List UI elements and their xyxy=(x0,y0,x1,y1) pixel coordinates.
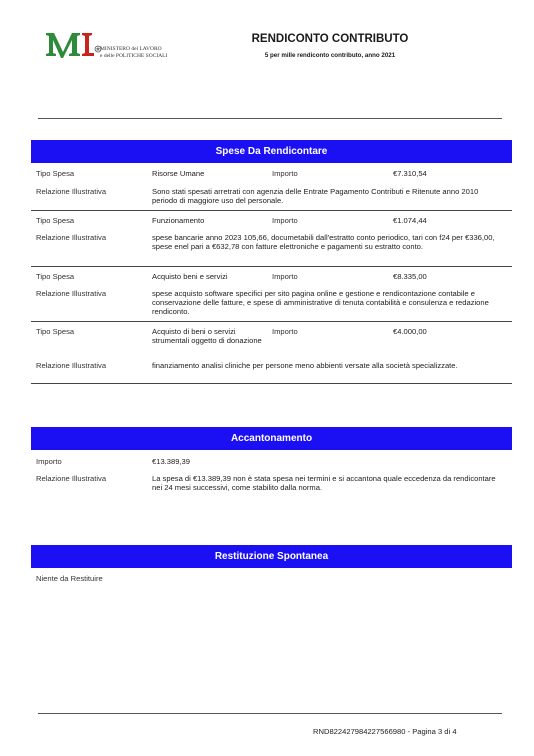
tipo-label: Tipo Spesa xyxy=(36,272,75,281)
spese-row-tipo xyxy=(31,216,512,225)
spese-row-tipo xyxy=(31,169,512,178)
row-divider xyxy=(31,210,512,211)
relazione-label: Relazione Illustrativa xyxy=(36,289,107,298)
footer-divider xyxy=(38,713,502,714)
restituzione-text: Niente da Restituire xyxy=(36,574,103,583)
logo-l-letter xyxy=(82,33,94,56)
tipo-value: Risorse Umane xyxy=(152,169,205,178)
spese-row-relazione xyxy=(31,187,512,210)
tipo-value: Funzionamento xyxy=(152,216,205,225)
row-divider xyxy=(31,266,512,267)
relazione-text: spese bancarie anno 2023 105,66, documetabili dall'estratto conto periodico, tari con f24 per €336,00, spese enel pari a €632,78 con fatture elettroniche e pagamenti su estratto conto. xyxy=(152,233,495,251)
tipo-label: Tipo Spesa xyxy=(36,327,75,336)
importo-label: Importo xyxy=(272,327,298,336)
importo-label: Importo xyxy=(272,272,298,281)
document-subtitle: 5 per mille rendiconto contributo, anno 2021 xyxy=(264,52,396,59)
accantonamento-row-relazione xyxy=(31,474,512,492)
spese-row-tipo xyxy=(31,272,512,281)
logo-caption-line2: e delle POLITICHE SOCIALI xyxy=(100,53,168,59)
restituzione-row xyxy=(31,574,512,583)
spese-row-relazione xyxy=(31,233,512,266)
row-divider xyxy=(31,383,512,384)
document-title: RENDICONTO CONTRIBUTO xyxy=(251,33,409,45)
relazione-label: Relazione Illustrativa xyxy=(36,187,107,196)
importo-value: €1.074,44 xyxy=(393,216,427,225)
relazione-text: Sono stati spesati arretrati con agenzia delle Entrate Pagamento Contributi e Ritenute anno 2010 periodo di maggiore uso del personale. xyxy=(152,187,479,205)
tipo-value: Acquisto di beni o servizi strumentali oggetto di donazione xyxy=(152,327,262,345)
importo-value: €4.000,00 xyxy=(393,327,427,336)
importo-label: Importo xyxy=(272,216,298,225)
row-divider xyxy=(31,321,512,322)
spese-row-relazione xyxy=(31,361,512,383)
relazione-label: Relazione Illustrativa xyxy=(36,474,107,483)
spese-section xyxy=(31,140,512,384)
accantonamento-section xyxy=(31,427,512,492)
accantonamento-row-importo xyxy=(31,457,512,466)
tipo-label: Tipo Spesa xyxy=(36,216,75,225)
spese-row-tipo xyxy=(31,327,512,354)
relazione-label: Relazione Illustrativa xyxy=(36,361,107,370)
importo-value: €7.310,54 xyxy=(393,169,427,178)
restituzione-heading: Restituzione Spontanea xyxy=(31,545,512,568)
importo-value: €8.335,00 xyxy=(393,272,427,281)
importo-value: €13.389,39 xyxy=(152,457,191,466)
restituzione-section xyxy=(31,545,512,583)
relazione-text: La spesa di €13.389,39 non è stata spesa nei termini e si accantona quale eccedenza da rendicontare nei 24 mesi successivi, come stabilito dalla norma. xyxy=(152,474,496,492)
relazione-label: Relazione Illustrativa xyxy=(36,233,107,242)
tipo-value: Acquisto beni e servizi xyxy=(152,272,228,281)
logo-m-letter xyxy=(46,33,80,58)
importo-label: Importo xyxy=(272,169,298,178)
tipo-label: Tipo Spesa xyxy=(36,169,75,178)
relazione-text: finanziamento analisi cliniche per persone meno abbienti versate alla società specializzate. xyxy=(152,361,458,370)
accantonamento-heading: Accantonamento xyxy=(31,427,512,450)
spese-heading: Spese Da Rendicontare xyxy=(31,140,512,163)
page-footer: RND82242798422756​6980 - Pagina 3 di 4 xyxy=(313,727,457,736)
logo-caption xyxy=(100,46,167,60)
logo-caption-line1: MINISTERO del LAVORO xyxy=(100,46,162,52)
relazione-text: spese acquisto software specifici per sito pagina online e gestione e rendicontazione contabile e conservazione delle fatture, e spese di amministrative di tenuta contabilità e consulenza e redazione rendiconto. xyxy=(152,289,489,316)
importo-label: Importo xyxy=(36,457,62,466)
header-divider xyxy=(38,118,502,119)
spese-row-relazione xyxy=(31,289,512,321)
